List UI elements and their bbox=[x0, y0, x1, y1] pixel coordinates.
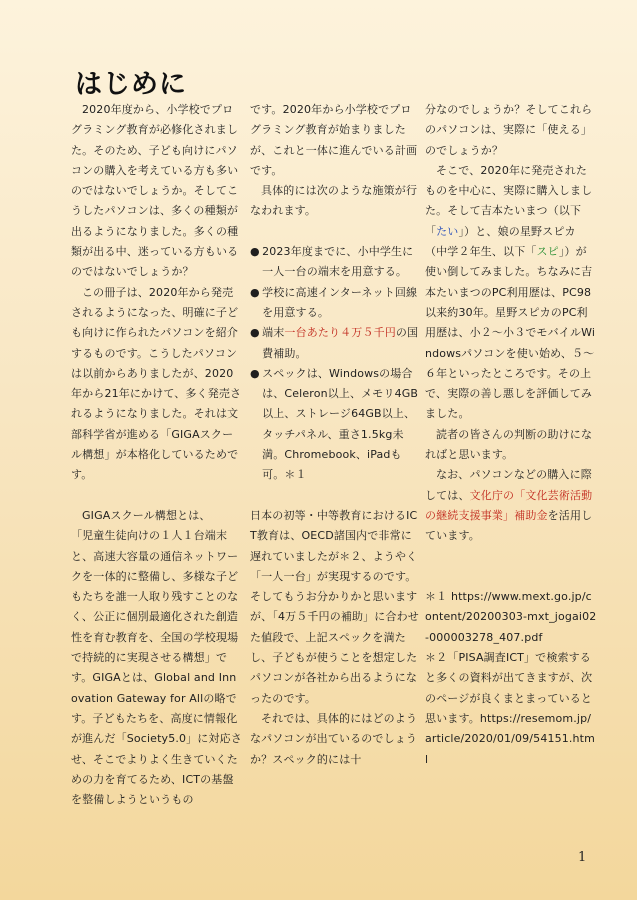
bullet-item bbox=[250, 323, 422, 364]
text-part: を活用しています。 bbox=[425, 508, 593, 543]
bullet-text: スペックは、Windowsの場合は、Celeron以上、メモリ4GB以上、ストレージ64GB以上、タッチパネル、重さ1.5kg未満。Chromebook、iPadも可。＊１ bbox=[262, 366, 419, 482]
paragraph: この冊子は、2020年から発売されるようになった、明確に子ども向けに作られたパソコンを紹介するものです。こうしたパソコンは以前からありましたが、2020年から21年にかけて、多く発売されるようになりました。それは文部科学省が進める「GIGAスクール構想」が本格化しているためです。 bbox=[71, 285, 242, 482]
paragraph: GIGAスクール構想とは、 bbox=[82, 508, 211, 522]
bullet-text bbox=[262, 323, 422, 364]
bullet-icon: ● bbox=[250, 285, 260, 299]
bullet-icon: ● bbox=[250, 326, 260, 340]
paragraph: それでは、具体的にはどのようなパソコンが出ているのでしょうか？スペック的には十 bbox=[250, 711, 418, 766]
footnote-2: ＊２「PISA調査ICT」で検索すると多くの資料が出てきますが、次のページが良くまとまっていると思います。https://resemom.jp/article/2020/01/09/54151.html bbox=[425, 651, 596, 766]
text-part: なお、パソコンなどの購入に際しては、 bbox=[425, 468, 592, 502]
bullet-text: 2023年度までに、小中学生に一人一台の端末を用意する。 bbox=[262, 245, 414, 279]
page-title: はじめに bbox=[75, 69, 187, 100]
paragraph: 分なのでしょうか？そしてこれらのパソコンは、実際に「使える」のでしょうか？ bbox=[425, 103, 593, 157]
bullet-item bbox=[250, 242, 422, 283]
nickname-spi: スピ bbox=[536, 245, 559, 259]
paragraph: 2020年度から、小学校でプログラミング教育が必修化されました。そのため、子ども向けにパソコンの購入を考えている方も多いのではないでしょうか。そしてこうしたパソコンは、多くの種類が出るようになりました。多くの種類が出る中、迷っている方もいるのではないでしょうか？ bbox=[71, 103, 239, 279]
text-part: 」）と、娘の星野スピカ（中学２年生、以下「 bbox=[425, 224, 576, 259]
page-number: 1 bbox=[578, 850, 587, 865]
paragraph bbox=[425, 465, 597, 546]
column-3 bbox=[425, 100, 597, 770]
column-1 bbox=[71, 100, 243, 810]
bullet-item bbox=[250, 364, 422, 486]
bullet-icon: ● bbox=[250, 245, 260, 259]
nickname-tai: たい bbox=[436, 224, 459, 238]
paragraph-gap bbox=[250, 222, 422, 242]
text-part: 」）が使い倒してみました。ちなみに吉本たいまつのPC利用歴は、PC98以来約30年。星野スピカのPC利用歴は、小２～小３でモバイルWindowsパソコンを使い始め、５～６年といったところです。その上で、実際の善し悪しを評価してみました。 bbox=[425, 245, 596, 421]
paragraph-gap bbox=[425, 567, 597, 587]
subsidy-amount-highlight: 一台あたり４万５千円 bbox=[284, 326, 396, 340]
subsidy-name-highlight: 文化庁の「文化芸術活動の継続支援事業」補助金 bbox=[425, 488, 593, 522]
paragraph: です。2020年から小学校でプログラミング教育が始まりましたが、これと一体に進んでいる計画です。 bbox=[250, 103, 418, 177]
paragraph: 「児童生徒向けの１人１台端末と、高速大容量の通信ネットワークを一体的に整備し、多様な子どもたちを誰一人取り残すことのなく、公正に個別最適化された創造性を育む教育を、全国の学校現場で持続的に実現させる構想」です。GIGAとは、Global and Innovation Gateway for Allの略です。子どもたちを、高度に情報化が進んだ「Society5.0」に対応させ、そこでよりよく生きていくための力を育てるため、ICTの基盤を整備しようというもの bbox=[71, 529, 242, 807]
paragraph-gap bbox=[71, 486, 243, 506]
footnote-1: ＊１ https://www.mext.go.jp/content/20200303-mxt_jogai02-000003278_407.pdf bbox=[425, 590, 597, 644]
bullet-text: 学校に高速インターネット回線を用意する。 bbox=[262, 285, 418, 319]
paragraph: 日本の初等・中等教育におけるICT教育は、OECD諸国内で非常に遅れていましたが＊２、ようやく「一人一台」が実現するのです。そしてもうお分かりかと思いますが、「4万５千円の補助」に合わせた値段で、上記スペックを満たし、子どもが使うことを想定したパソコンが各社から出るようになったのです。 bbox=[250, 508, 419, 705]
paragraph: 読者の皆さんの判断の助けになればと思います。 bbox=[425, 427, 593, 462]
paragraph-gap bbox=[250, 486, 422, 506]
text-part: そこで、2020年に発売されたものを中心に、実際に購入しました。そして吉本たいまつ（以下「 bbox=[425, 163, 593, 238]
paragraph: 具体的には次のような施策が行なわれます。 bbox=[250, 184, 418, 218]
paragraph-gap bbox=[425, 547, 597, 567]
paragraph bbox=[425, 161, 597, 425]
bullet-text-part: 端末 bbox=[262, 326, 285, 340]
bullet-item bbox=[250, 283, 422, 324]
bullet-icon: ● bbox=[250, 366, 260, 380]
bullet-text-part: の国費補助。 bbox=[262, 326, 419, 360]
column-2 bbox=[250, 100, 422, 770]
